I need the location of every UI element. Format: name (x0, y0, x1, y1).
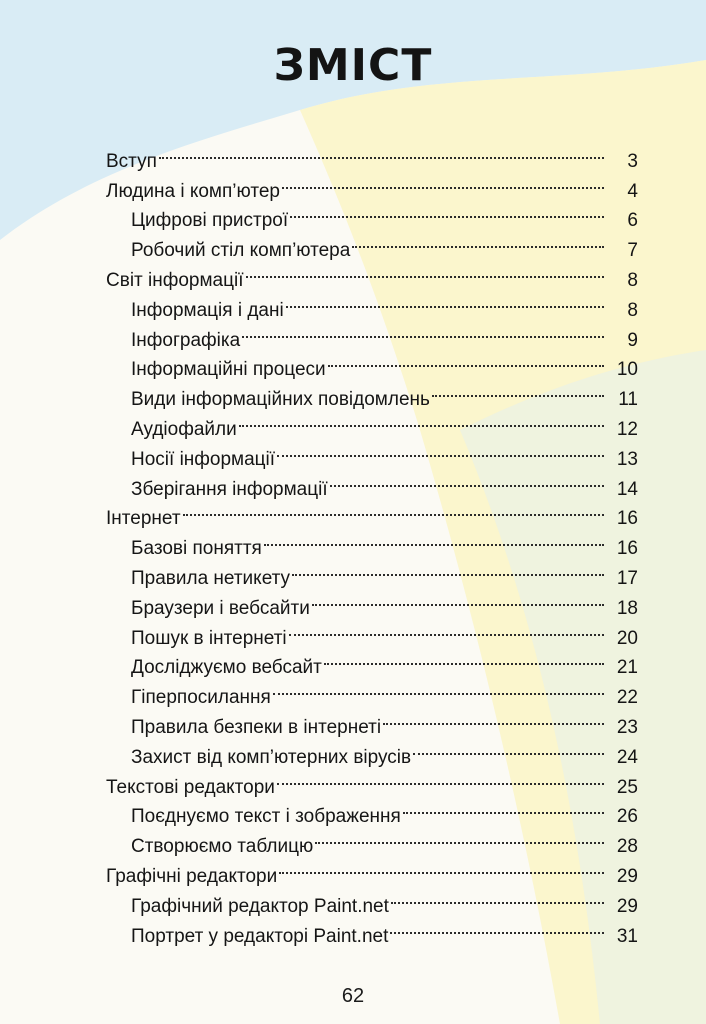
toc-entry-page: 7 (627, 240, 638, 262)
dot-leader (277, 435, 604, 465)
toc-entry-title: Базові поняття (131, 538, 262, 560)
toc-entry-title: Людина і комп’ютер (106, 180, 280, 202)
dot-leader (286, 286, 604, 316)
dot-leader (390, 912, 604, 942)
toc-entry-title: Графічний редактор Paint.net (131, 895, 389, 917)
toc-entry-title: Поєднуємо текст і зображення (131, 806, 401, 828)
page-title: ЗМІСТ (273, 40, 433, 91)
toc-entry-title: Інфографіка (131, 329, 241, 351)
toc-entry-title: Інформація і дані (131, 299, 284, 321)
toc-entry-title: Графічні редактори (106, 865, 278, 887)
toc-entry-page: 8 (627, 269, 638, 291)
toc-entry-page: 14 (616, 478, 638, 500)
toc-entry-page: 20 (616, 627, 638, 649)
toc-entry-title: Інтернет (106, 508, 181, 530)
toc-entry-page: 21 (616, 657, 638, 679)
toc-entry-page: 16 (616, 508, 638, 530)
dot-leader (383, 703, 604, 733)
toc-entry-page: 17 (616, 567, 638, 589)
toc-entry-title: Правила нетикету (131, 567, 291, 589)
table-of-contents (106, 137, 640, 947)
toc-entry-title: Світ інформації (106, 269, 244, 291)
toc-entry-page: 16 (616, 538, 638, 560)
toc-entry-title: Носії інформації (131, 448, 276, 470)
dot-leader (239, 405, 604, 435)
dot-leader (328, 346, 604, 376)
toc-entry-page: 12 (616, 418, 638, 440)
dot-leader (352, 226, 604, 256)
toc-entry-page: 22 (616, 687, 638, 709)
dot-leader (264, 524, 604, 554)
toc-entry-page: 31 (616, 925, 638, 947)
toc-entry-page: 6 (627, 210, 638, 232)
toc-entry-page: 3 (627, 150, 638, 172)
toc-entry-title: Цифрові пристрої (131, 210, 289, 232)
toc-entry-page: 23 (616, 716, 638, 738)
toc-entry-page: 4 (627, 180, 638, 202)
toc-entry-page: 25 (616, 776, 638, 798)
toc-entry-page: 24 (616, 746, 638, 768)
toc-entry-title: Досліджуємо вебсайт (131, 657, 322, 679)
page-number: 62 (341, 985, 365, 1007)
toc-entry-page: 10 (616, 359, 638, 381)
toc-entry (106, 167, 640, 202)
toc-entry-page: 13 (616, 448, 638, 470)
toc-entry-title: Захист від комп’ютерних вірусів (131, 746, 412, 768)
toc-entry (106, 137, 640, 172)
toc-entry-page: 18 (616, 597, 638, 619)
toc-entry-page: 11 (618, 389, 638, 411)
dot-leader (183, 495, 604, 525)
dot-leader (312, 584, 604, 614)
toc-entry-title: Види інформаційних повідомлень (131, 389, 430, 411)
dot-leader (290, 197, 604, 227)
dot-leader (273, 673, 604, 703)
dot-leader (159, 137, 604, 167)
dot-leader (246, 256, 604, 286)
toc-entry-title: Створюємо таблицю (131, 836, 314, 858)
toc-entry-title: Браузери і вебсайти (131, 597, 310, 619)
dot-leader (277, 763, 604, 793)
dot-leader (324, 644, 604, 674)
toc-entry (106, 524, 640, 560)
toc-entry-title: Правила безпеки в інтернеті (131, 716, 382, 738)
toc-entry-title: Гіперпосилання (131, 687, 271, 709)
toc-entry-title: Текстові редактори (106, 776, 275, 798)
dot-leader (391, 882, 604, 912)
dot-leader (292, 554, 604, 584)
dot-leader (432, 375, 604, 405)
toc-entry-title: Пошук в інтернеті (131, 627, 287, 649)
toc-entry-title: Зберігання інформації (131, 478, 328, 500)
dot-leader (289, 614, 604, 644)
dot-leader (330, 465, 604, 495)
dot-leader (315, 822, 604, 852)
toc-entry-title: Портрет у редакторі Paint.net (131, 925, 389, 947)
toc-entry-title: Аудіофайли (131, 418, 237, 440)
toc-entry-page: 9 (627, 329, 638, 351)
dot-leader (403, 793, 604, 823)
dot-leader (413, 733, 604, 763)
toc-entry-page: 26 (616, 806, 638, 828)
dot-leader (242, 316, 604, 346)
toc-entry-title: Вступ (106, 150, 157, 172)
toc-entry-page: 29 (616, 865, 638, 887)
toc-entry-page: 28 (616, 836, 638, 858)
toc-entry-title: Робочий стіл комп’ютера (131, 240, 351, 262)
toc-entry-page: 8 (627, 299, 638, 321)
toc-entry-title: Інформаційні процеси (131, 359, 326, 381)
dot-leader (279, 852, 604, 882)
dot-leader (282, 167, 604, 197)
toc-entry (106, 495, 640, 530)
toc-entry-page: 29 (616, 895, 638, 917)
